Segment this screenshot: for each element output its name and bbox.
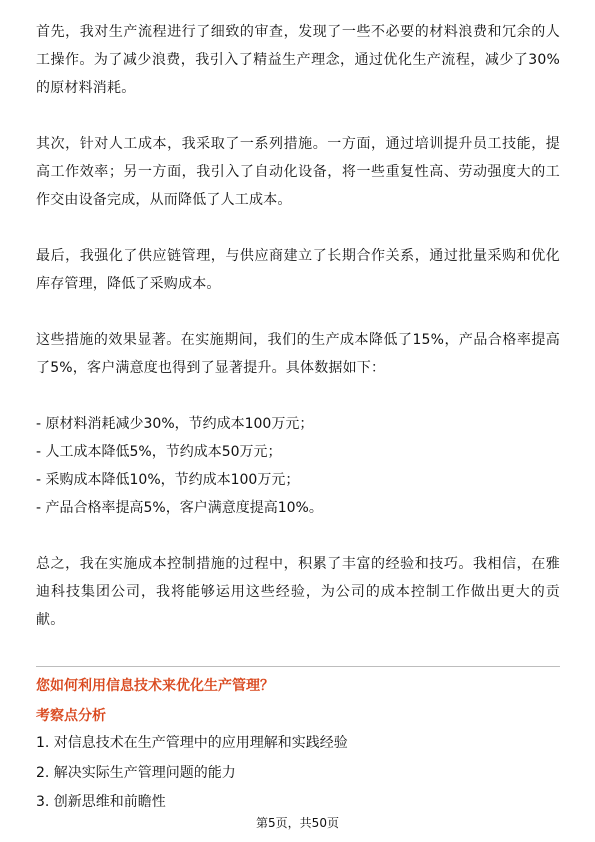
page-number: 第5页，共50页 [256,816,339,830]
paragraph-supply-chain: 最后，我强化了供应链管理，与供应商建立了长期合作关系，通过批量采购和优化库存管理，降低了采购成本。 [36,248,560,292]
paragraph-results: 这些措施的效果显著。在实施期间，我们的生产成本降低了15%，产品合格率提高了5%，客户满意度也得到了显著提升。具体数据如下： [36,332,560,376]
analysis-point: 1. 对信息技术在生产管理中的应用理解和实践经验 [36,735,348,751]
list-item: - 产品合格率提高5%，客户满意度提高10%。 [36,500,323,516]
paragraph-gap [36,298,560,326]
paragraph-gap [36,214,560,242]
section-divider [36,666,560,667]
paragraph-process-review: 首先，我对生产流程进行了细致的审查，发现了一些不必要的材料浪费和冗余的人工操作。为了减少浪费，我引入了精益生产理念，通过优化生产流程，减少了30%的原材料消耗。 [36,24,560,96]
paragraph-gap [36,522,560,550]
list-item: - 原材料消耗减少30%，节约成本100万元； [36,416,314,432]
paragraph-gap [36,102,560,130]
results-list [36,410,560,522]
analysis-heading: 考察点分析 [36,708,106,724]
paragraph-gap [36,382,560,410]
paragraph-labor-cost: 其次，针对人工成本，我采取了一系列措施。一方面，通过培训提升员工技能，提高工作效率；另一方面，我引入了自动化设备，将一些重复性高、劳动强度大的工作交由设备完成，从而降低了人工成本。 [36,136,560,208]
paragraph-conclusion: 总之，我在实施成本控制措施的过程中，积累了丰富的经验和技巧。我相信，在雅迪科技集团公司，我将能够运用这些经验，为公司的成本控制工作做出更大的贡献。 [36,556,560,628]
list-item: - 人工成本降低5%，节约成本50万元； [36,444,282,460]
document-body [36,18,560,634]
list-item: - 采购成本降低10%，节约成本100万元； [36,472,300,488]
analysis-point: 2. 解决实际生产管理问题的能力 [36,765,236,781]
analysis-point: 3. 创新思维和前瞻性 [36,794,166,810]
interview-question: 您如何利用信息技术来优化生产管理？ [36,678,274,694]
